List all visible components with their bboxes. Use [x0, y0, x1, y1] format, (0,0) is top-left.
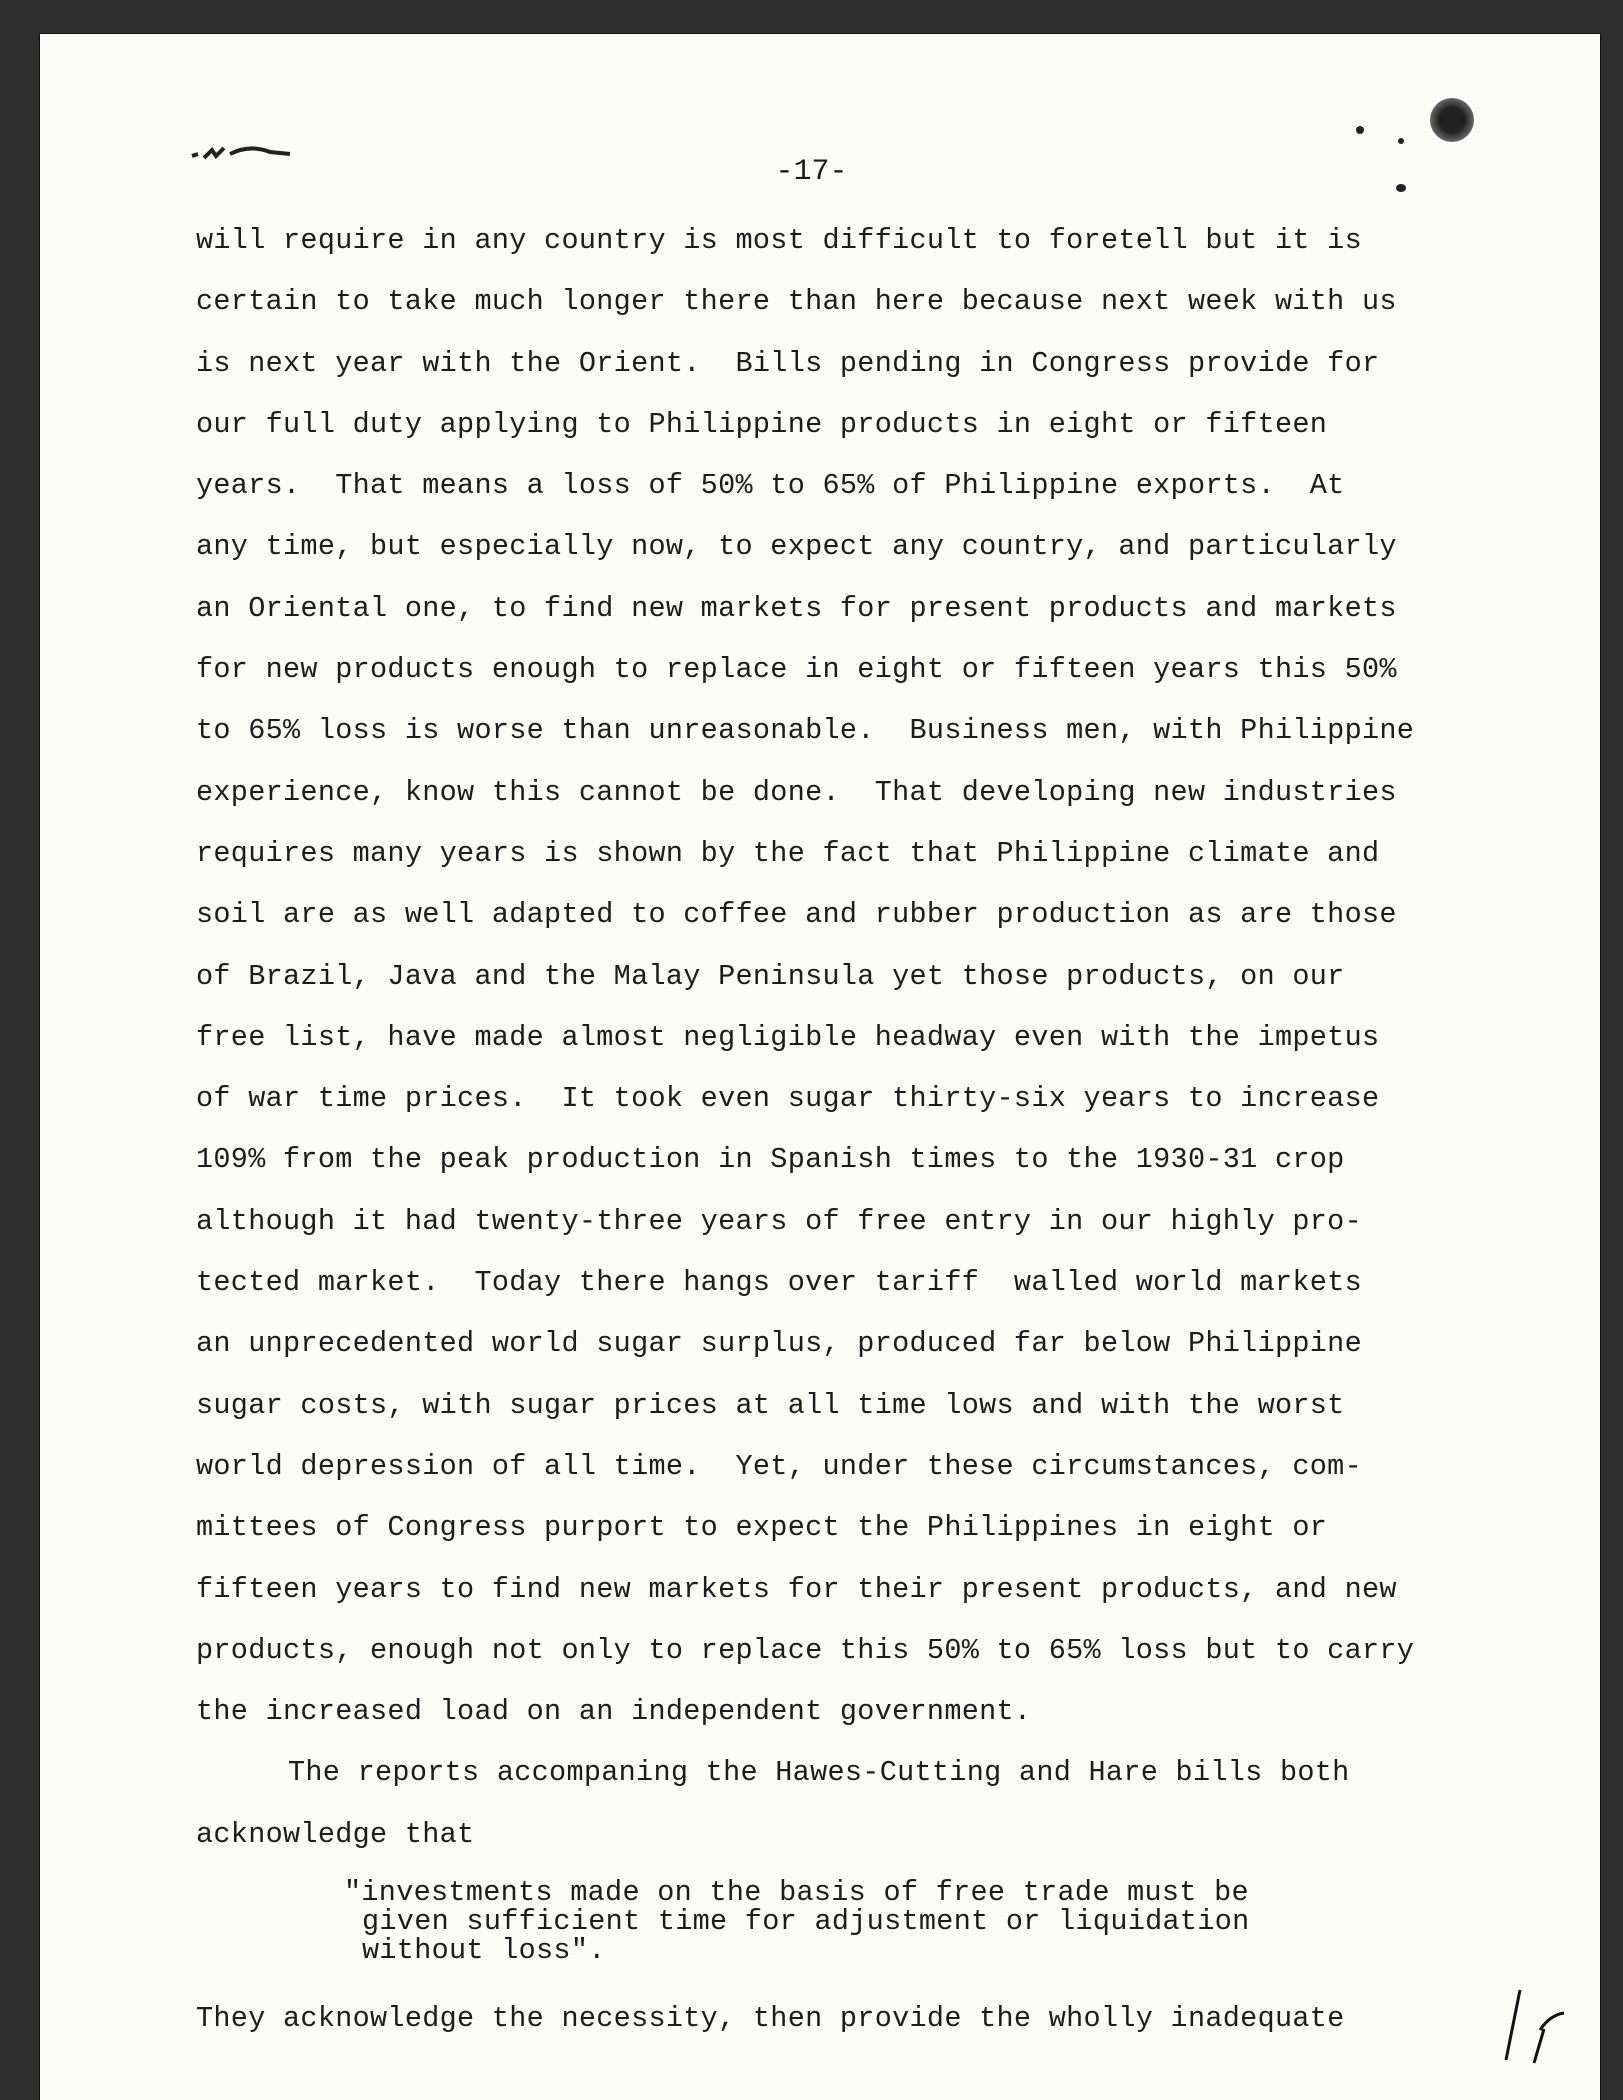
text-line: certain to take much longer there than here because next week with us	[196, 285, 1397, 319]
quote-line: given sufficient time for adjustment or liquidation	[362, 1905, 1250, 1938]
text-line: to 65% loss is worse than unreasonable. Business men, with Philippine	[196, 714, 1415, 748]
text-line: world depression of all time. Yet, under these circumstances, com-	[196, 1449, 1362, 1483]
ink-speck	[1398, 138, 1404, 144]
text-line: sugar costs, with sugar prices at all time lows and with the worst	[196, 1388, 1345, 1422]
text-line: although it had twenty-three years of free entry in our highly pro-	[196, 1204, 1362, 1238]
text-line: acknowledge that	[196, 1817, 475, 1851]
text-line: for new products enough to replace in eight or fifteen years this 50%	[196, 653, 1397, 687]
body-text	[196, 210, 1536, 1865]
text-line: the increased load on an independent government.	[196, 1695, 1032, 1729]
text-line: is next year with the Orient. Bills pending in Congress provide for	[196, 346, 1380, 380]
block-quote	[344, 1878, 1250, 1965]
text-line: an Oriental one, to find new markets for present products and markets	[196, 591, 1397, 625]
quote-line: without loss".	[362, 1934, 606, 1967]
text-line: tected market. Today there hangs over tariff walled world markets	[196, 1266, 1362, 1300]
text-line: free list, have made almost negligible headway even with the impetus	[196, 1020, 1380, 1054]
ink-blot	[1430, 98, 1474, 142]
text-line: years. That means a loss of 50% to 65% of Philippine exports. At	[196, 469, 1345, 503]
text-line: They acknowledge the necessity, then provide the wholly inadequate	[196, 2002, 1345, 2035]
quote-line: "investments made on the basis of free trade must be	[344, 1876, 1249, 1909]
text-line: 109% from the peak production in Spanish times to the 1930-31 crop	[196, 1143, 1345, 1177]
text-line: an unprecedented world sugar surplus, produced far below Philippine	[196, 1327, 1362, 1361]
handwritten-margin-mark	[1500, 1985, 1570, 2065]
text-line: products, enough not only to replace this 50% to 65% loss but to carry	[196, 1633, 1415, 1667]
ink-speck	[1356, 126, 1364, 134]
text-line: fifteen years to find new markets for their present products, and new	[196, 1572, 1397, 1606]
text-line: mittees of Congress purport to expect the Philippines in eight or	[196, 1511, 1328, 1545]
text-line: will require in any country is most difficult to foretell but it is	[196, 224, 1362, 257]
text-line: soil are as well adapted to coffee and rubber production as are those	[196, 898, 1397, 932]
text-line: The reports accompaning the Hawes-Cutting and Hare bills both	[288, 1756, 1350, 1790]
text-line: of Brazil, Java and the Malay Peninsula yet those products, on our	[196, 959, 1345, 993]
text-line: requires many years is shown by the fact that Philippine climate and	[196, 836, 1380, 870]
text-line: experience, know this cannot be done. That developing new industries	[196, 775, 1397, 809]
text-line: any time, but especially now, to expect any country, and particularly	[196, 530, 1397, 564]
page-number: -17-	[775, 155, 848, 189]
text-line: our full duty applying to Philippine products in eight or fifteen	[196, 407, 1328, 441]
text-line: of war time prices. It took even sugar thirty-six years to increase	[196, 1082, 1380, 1116]
